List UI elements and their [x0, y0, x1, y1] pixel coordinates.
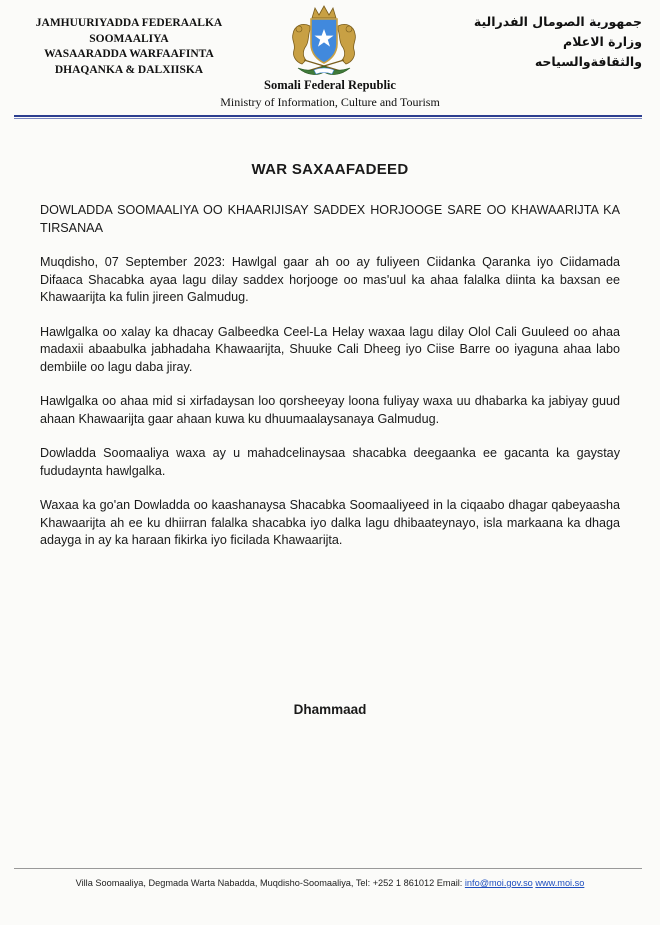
letterhead-line: WASAARADDA WARFAAFINTA: [44, 48, 214, 60]
letterhead-line: DHAQANKA & DALXIISKA: [54, 63, 204, 76]
ministry-name: Ministry of Information, Culture and Tourism: [220, 95, 440, 109]
republic-name: Somali Federal Republic: [264, 78, 396, 92]
footer-divider: [14, 868, 642, 869]
letterhead-line: وزارة الاعلام: [563, 34, 642, 49]
document-title: WAR SAXAAFADEED: [251, 161, 409, 178]
footer-email-link[interactable]: info@moi.gov.so: [464, 878, 533, 888]
footer: [0, 878, 660, 888]
letterhead-divider-thin: [14, 118, 642, 119]
letterhead-divider: [14, 115, 642, 117]
letterhead-somali-text: [14, 16, 244, 78]
letterhead-line: والثقافةوالسياحه: [534, 54, 642, 69]
body-paragraph: Hawlgalka oo ahaa mid si xirfadaysan loo qorsheeyay loona fuliyay waxa uu dhabarka ka jabiyay guud ahaan Khawaarijta gaar ahaan kuwa ku dhuumaalaysanaya Galmudug.: [40, 394, 620, 426]
letterhead-line: SOOMAALIYA: [89, 32, 169, 45]
letterhead-line: JAMHUURIYADDA FEDERAALKA: [35, 17, 223, 29]
footer-address: Villa Soomaaliya, Degmada Warta Nabadda, Muqdisho-Soomaaliya, Tel: +252 1 861012 Email:: [75, 878, 465, 888]
signoff: Dhammaad: [293, 702, 367, 717]
body-paragraph: Hawlgalka oo xalay ka dhacay Galbeedka Ceel-La Helay waxaa lagu dilay Olol Cali Guuleed oo ahaa madaxii abaabulka jabhadaha Khawaarijta, Shuuke Cali Dheeg iyo Ciise Barre oo iyaguna ahaa labo dembiile oo lagu daba jiray.: [40, 324, 620, 374]
headline-paragraph: DOWLADDA SOOMAALIYA OO KHAARIJISAY SADDEX HORJOOGE SARE OO KHAWAARIJTA KA TIRSANAA: [40, 203, 620, 235]
document-body: [40, 202, 620, 567]
footer-website-link[interactable]: www.moi.so: [535, 878, 585, 888]
body-paragraph: Muqdisho, 07 September 2023: Hawlgal gaar ah oo ay fuliyeen Ciidanka Qaranka iyo Ciidamada Difaaca Shacabka ayaa lagu dilay saddex horjooge oo mas'uul ka ahaa falalka diinta ka baxsan ee Khawaarijta ka fulin jireen Galmudug.: [40, 255, 620, 304]
somalia-coat-of-arms-icon: [284, 4, 364, 78]
letterhead: [0, 0, 660, 120]
letterhead-arabic-text: [422, 12, 642, 72]
body-paragraph: Waxaa ka go'an Dowladda oo kaashanaysa Shacabka Soomaaliyeed in la ciqaabo dhagar qabeyaasha Khawaarijta ah ee ku dhiirran falalka shacabka iyo dalka lagu dhibaateynayo, isla markaana ka dhaga adayga in ay ka haraan fikirka iyo ficilada Khawaarijta.: [40, 498, 620, 547]
letterhead-line: جمهورية الصومال الفدرالية: [473, 14, 642, 29]
body-paragraph: Dowladda Soomaaliya waxa ay u mahadcelinaysaa shacabka deegaanka ee gacanta ka gaystay fududaynta hawlgalka.: [40, 446, 620, 478]
